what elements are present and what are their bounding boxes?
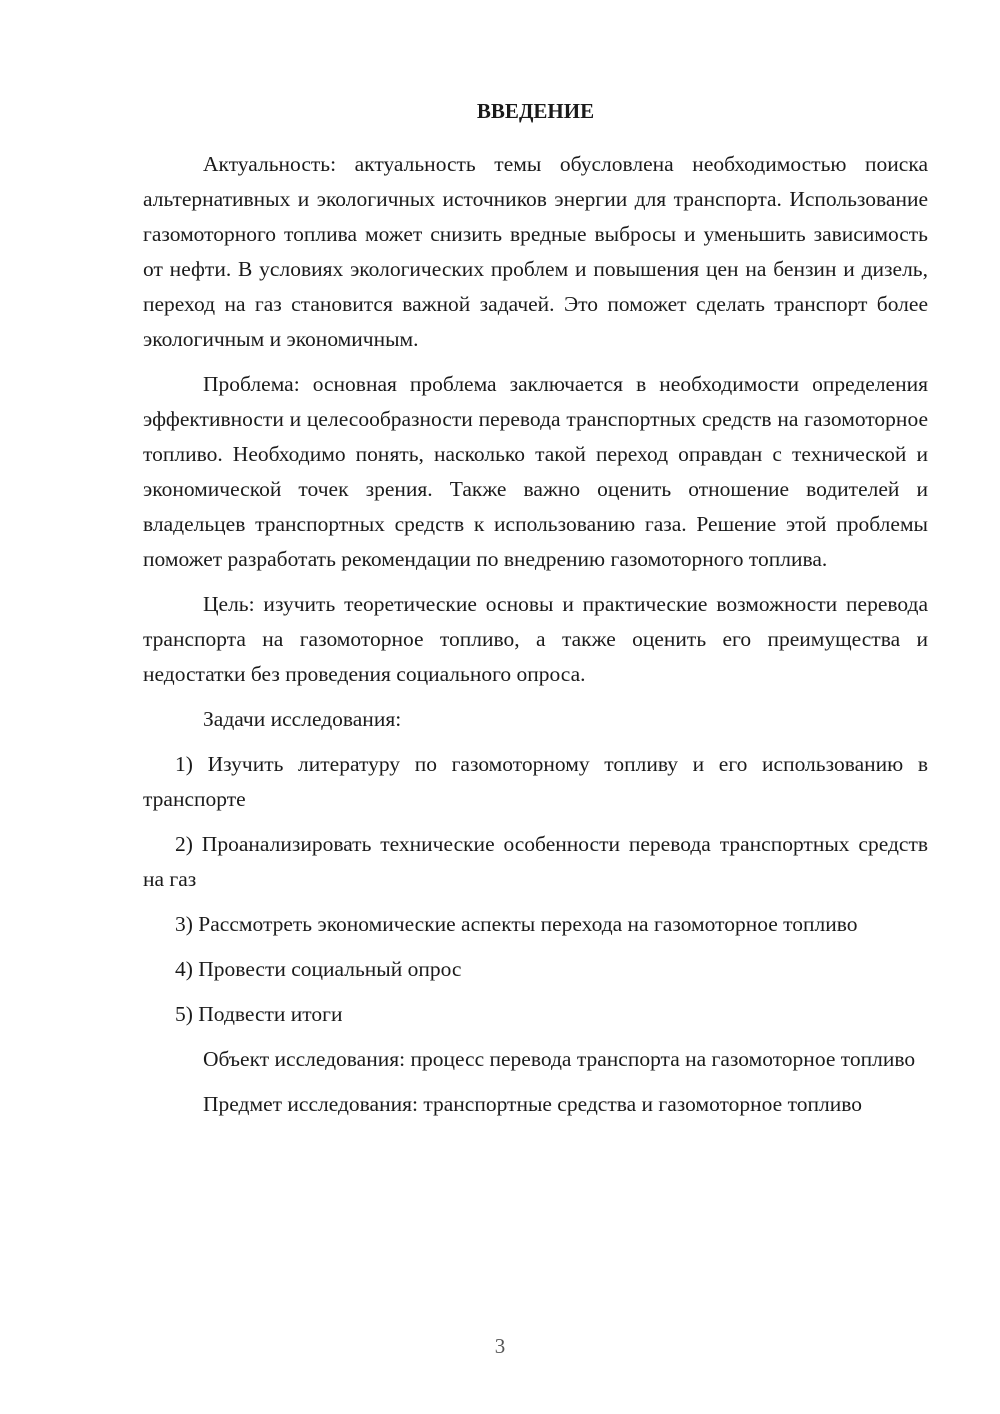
task-item-3: 3) Рассмотреть экономические аспекты перехода на газомоторное топливо <box>175 912 858 936</box>
paragraph-subject: Предмет исследования: транспортные средства и газомоторное топливо <box>203 1092 862 1116</box>
task-item-4: 4) Провести социальный опрос <box>175 957 462 981</box>
paragraph-object: Объект исследования: процесс перевода транспорта на газомоторное топливо <box>203 1047 916 1071</box>
tasks-heading: Задачи исследования: <box>203 707 402 731</box>
task-item-5: 5) Подвести итоги <box>175 1002 343 1026</box>
paragraph-problem: Проблема: основная проблема заключается в необходимости определения эффективности и целесообразности перевода транспортных средств на газомоторное топливо. Необходимо понять, насколько такой переход оправдан с технической и экономической точек зрения. Также важно оценить отношение водителей и владельцев транспортных средств к использованию газа. Решение этой проблемы поможет разработать рекомендации по внедрению газомоторного топлива. <box>143 372 928 571</box>
page-title: ВВЕДЕНИЕ <box>476 99 595 123</box>
page-number: 3 <box>494 1334 506 1358</box>
paragraph-goal: Цель: изучить теоретические основы и практические возможности перевода транспорта на газомоторное топливо, а также оценить его преимущества и недостатки без проведения социального опроса. <box>143 592 928 686</box>
document-page <box>143 94 928 1132</box>
task-item-1: 1) Изучить литературу по газомоторному топливу и его использованию в транспорте <box>143 752 928 811</box>
paragraph-relevance: Актуальность: актуальность темы обусловлена необходимостью поиска альтернативных и экологичных источников энергии для транспорта. Использование газомоторного топлива может снизить вредные выбросы и уменьшить зависимость от нефти. В условиях экологических проблем и повышения цен на бензин и дизель, переход на газ становится важной задачей. Это поможет сделать транспорт более экологичным и экономичным. <box>143 152 928 351</box>
task-item-2: 2) Проанализировать технические особенности перевода транспортных средств на газ <box>143 832 928 891</box>
